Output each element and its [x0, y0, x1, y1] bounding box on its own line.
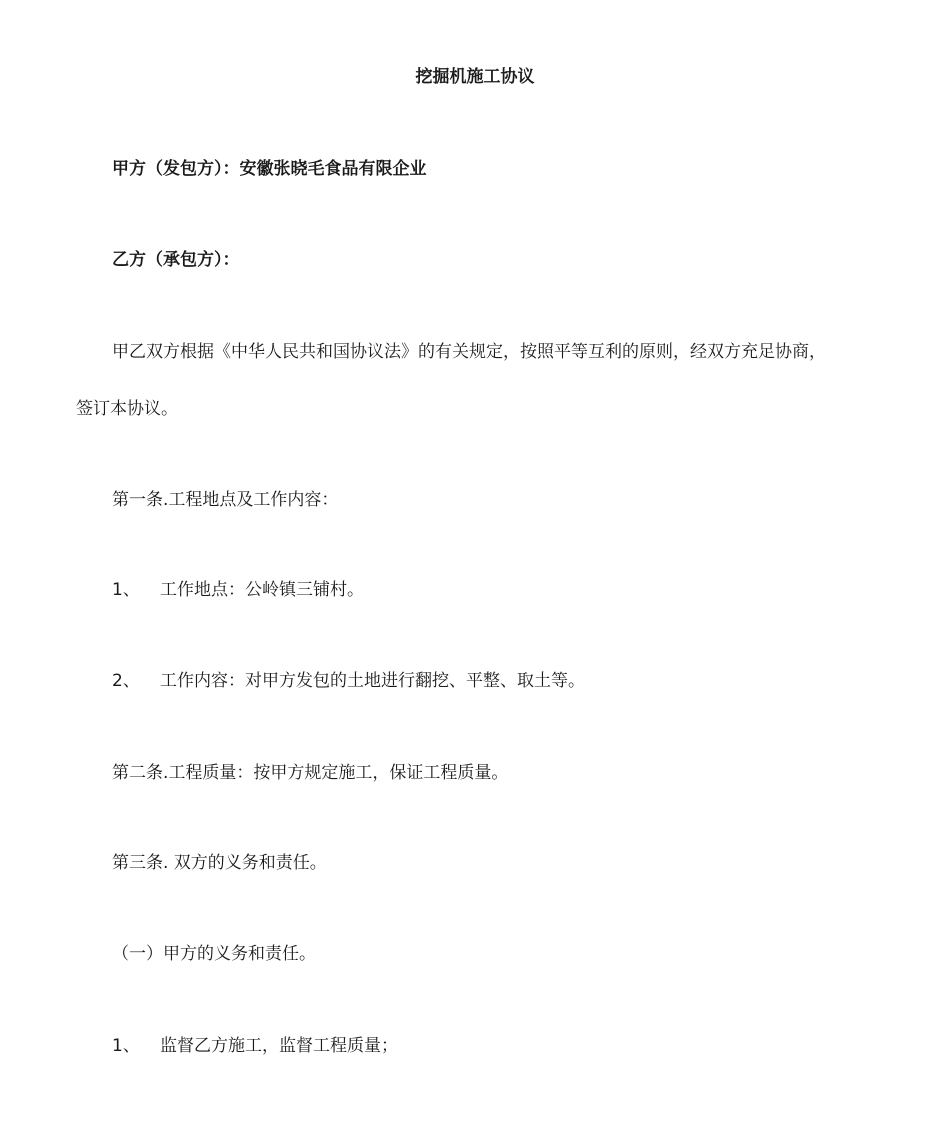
- list-item-text: 工作内容：对甲方发包的土地进行翻挖、平整、取土等。: [160, 671, 585, 691]
- section-a-heading: （一）甲方的义务和责任。: [112, 944, 316, 964]
- intro-paragraph-line-2: 签订本协议。: [76, 399, 178, 419]
- article-3-heading: 第三条. 双方的义务和责任。: [112, 853, 327, 873]
- list-item-number: 1、: [112, 1036, 140, 1056]
- party-a-line: 甲方（发包方）：安徽张晓毛食品有限企业: [112, 159, 427, 179]
- article-1-heading: 第一条.工程地点及工作内容：: [112, 490, 339, 510]
- list-item-text: 监督乙方施工，监督工程质量；: [160, 1036, 398, 1056]
- party-b-line: 乙方（承包方）：: [112, 250, 240, 270]
- article-2-line: 第二条.工程质量：按甲方规定施工，保证工程质量。: [112, 763, 509, 783]
- list-item-number: 1、: [112, 580, 140, 600]
- document-title: 挖掘机施工协议: [415, 67, 535, 87]
- list-item-number: 2、: [112, 671, 140, 691]
- intro-paragraph-line-1: 甲乙双方根据《中华人民共和国协议法》的有关规定，按照平等互利的原则，经双方充足协商，: [112, 342, 826, 362]
- list-item-text: 工作地点：公岭镇三铺村。: [160, 580, 364, 600]
